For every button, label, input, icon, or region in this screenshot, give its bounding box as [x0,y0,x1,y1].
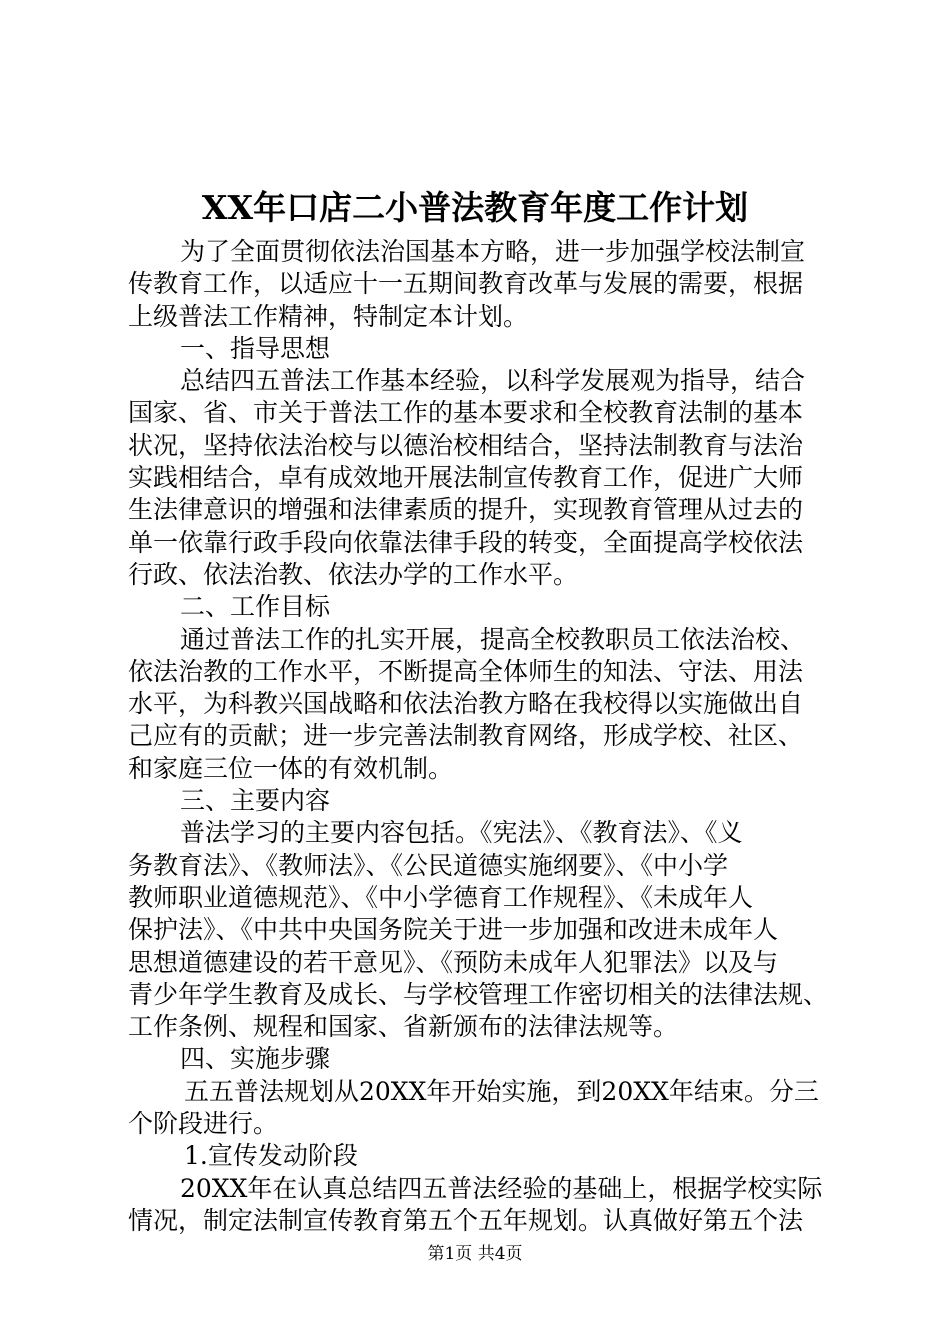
paragraph-line: 思想道德建设的若干意见》、《预防未成年人犯罪法》以及与 [128,947,779,977]
document-body [128,236,828,1237]
document-title: XX年口店二小普法教育年度工作计划 [201,188,749,227]
paragraph-line: 依法治教的工作水平，不断提高全体师生的知法、守法、用法 [128,656,804,686]
section-heading: 一、指导思想 [180,333,331,363]
page-footer: 第1页 共4页 [427,1244,523,1264]
paragraph-line: 情况，制定法制宣传教育第五个五年规划。认真做好第五个法 [128,1205,804,1235]
paragraph-line: 状况，坚持依法治校与以德治校相结合，坚持法制教育与法治 [128,430,804,460]
paragraph-line: 生法律意识的增强和法律素质的提升，实现教育管理从过去的 [128,495,804,525]
section-heading: 三、主要内容 [180,786,331,816]
paragraph-line: 单一依靠行政手段向依靠法律手段的转变，全面提高学校依法 [128,527,804,557]
paragraph-line: 为了全面贯彻依法治国基本方略，进一步加强学校法制宣 [180,237,806,266]
paragraph-line: 工作条例、规程和国家、省新颁布的法律法规等。 [128,1012,679,1042]
paragraph-line: 行政、依法治教、依法办学的工作水平。 [128,559,579,589]
paragraph-line: 20XX年在认真总结四五普法经验的基础上，根据学校实际 [180,1173,823,1203]
section-heading: 二、工作目标 [180,592,331,622]
paragraph-line: 五五普法规划从20XX年开始实施，到20XX年结束。分三 [184,1076,819,1106]
paragraph-line: 普法学习的主要内容包括。《宪法》、《教育法》、《义 [180,818,743,848]
paragraph-line: 通过普法工作的扎实开展，提高全校教职员工依法治校、 [180,624,806,654]
paragraph-line: 保护法》、《中共中央国务院关于进一步加强和改进未成年人 [128,915,779,945]
paragraph-line: 总结四五普法工作基本经验，以科学发展观为指导，结合 [180,366,806,396]
paragraph-line: 务教育法》、《教师法》、《公民道德实施纲要》、《中小学 [128,850,729,880]
paragraph-line: 国家、省、市关于普法工作的基本要求和全校教育法制的基本 [128,398,804,428]
paragraph-line: 教师职业道德规范》、《中小学德育工作规程》、《未成年人 [128,882,754,912]
paragraph-line: 上级普法工作精神，特制定本计划。 [128,301,529,331]
paragraph-line: 传教育工作，以适应十一五期间教育改革与发展的需要，根据 [128,269,804,299]
paragraph-line: 实践相结合，卓有成效地开展法制宣传教育工作，促进广大师 [128,463,804,493]
paragraph-line: 青少年学生教育及成长、与学校管理工作密切相关的法律法规、 [128,979,829,1009]
paragraph-line: 和家庭三位一体的有效机制。 [128,753,454,783]
paragraph-line: 水平，为科教兴国战略和依法治教方略在我校得以实施做出自 [128,689,804,719]
paragraph-line: 个阶段进行。 [128,1109,279,1139]
subsection-heading: 1.宣传发动阶段 [184,1141,358,1171]
section-heading: 四、实施步骤 [180,1044,331,1074]
paragraph-line: 己应有的贡献；进一步完善法制教育网络，形成学校、社区、 [128,721,804,751]
